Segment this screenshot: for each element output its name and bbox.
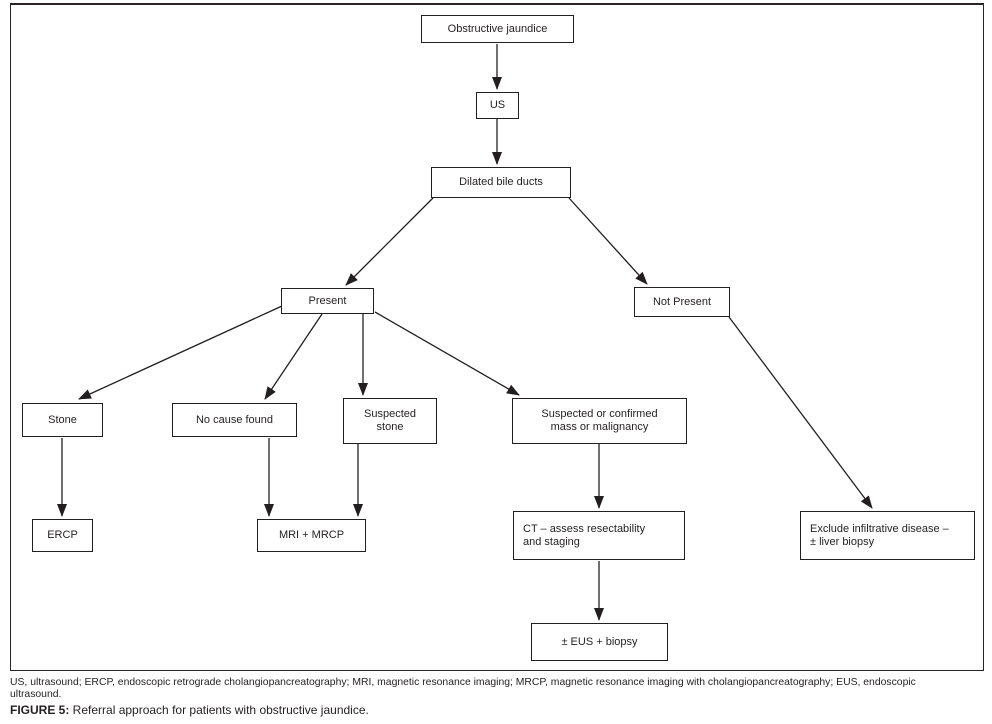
node-suspected-stone-line2: stone — [376, 421, 404, 433]
node-ct-assess-line1: CT – assess resectability — [523, 522, 646, 535]
caption-abbreviations — [10, 677, 986, 702]
node-eus-biopsy: ± EUS + biopsy — [531, 623, 668, 661]
figure-caption — [10, 677, 986, 717]
node-present: Present — [281, 288, 374, 314]
arrow-present-to-stone — [79, 306, 282, 399]
node-mass-malignancy — [512, 398, 687, 444]
node-ercp: ERCP — [32, 519, 93, 552]
node-suspected-stone — [343, 398, 437, 444]
figure-title-line — [10, 703, 986, 717]
node-exclude-infiltrative-line2: ± liver biopsy — [810, 535, 875, 548]
node-us: US — [476, 92, 519, 119]
node-ct-assess — [513, 511, 685, 560]
arrow-present-to-no-cause — [265, 314, 322, 399]
caption-abbrev-line2: ultrasound. — [10, 689, 62, 701]
arrow-present-to-mass — [375, 312, 519, 395]
node-stone: Stone — [22, 403, 103, 437]
caption-abbrev-line1: US, ultrasound; ERCP, endoscopic retrograde cholangiopancreatography; MRI, magnetic resonance imaging; MRCP, magnetic resonance imaging with cholangiopancreatography; EUS, endoscopic — [10, 677, 916, 688]
node-mri-mrcp: MRI + MRCP — [257, 519, 366, 552]
node-ct-assess-line2: and staging — [523, 535, 580, 548]
node-mass-malignancy-line1: Suspected or confirmed — [541, 408, 658, 420]
figure-title-text: Referral approach for patients with obstructive jaundice. — [69, 702, 369, 717]
node-obstructive-jaundice: Obstructive jaundice — [421, 15, 574, 43]
node-exclude-infiltrative-line1: Exclude infiltrative disease – — [810, 522, 949, 535]
node-exclude-infiltrative — [800, 511, 975, 560]
arrow-dilated-to-not-present — [569, 198, 647, 284]
node-not-present: Not Present — [634, 287, 730, 317]
arrow-not-present-to-exclude — [729, 317, 872, 508]
figure-number-label: FIGURE 5: — [10, 702, 70, 717]
node-suspected-stone-line1: Suspected — [364, 408, 416, 420]
node-mass-malignancy-line2: mass or malignancy — [550, 421, 649, 433]
node-no-cause-found: No cause found — [172, 403, 297, 437]
arrow-dilated-to-present — [346, 198, 433, 285]
node-dilated-bile-ducts: Dilated bile ducts — [431, 167, 571, 198]
